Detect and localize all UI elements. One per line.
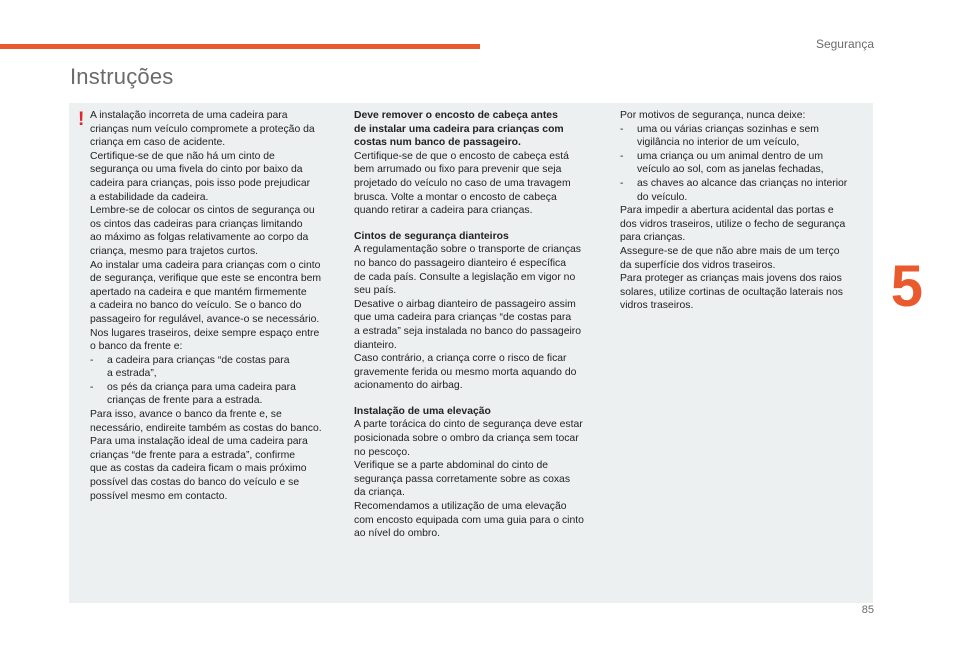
bullet-text: os pés da criança para uma cadeira para	[107, 381, 296, 393]
bullet-item	[620, 123, 870, 137]
headrest-heading: costas num banco de passageiro.	[354, 137, 521, 149]
text-line: ao máximo as folgas relativamente ao corpo da	[90, 232, 309, 244]
text-line: Desative o airbag dianteiro de passageiro assim	[354, 298, 576, 310]
bullet-text: a cadeira para crianças “de costas para	[107, 354, 290, 366]
bullet-item	[620, 177, 870, 191]
column-child-seat-installation	[90, 109, 340, 503]
text-line: Lembre-se de colocar os cintos de segurança ou	[90, 205, 315, 217]
text-line: projetado do veículo no caso de uma travagem	[354, 177, 571, 189]
bullet-dash: -	[90, 354, 94, 366]
text-line: Para proteger as crianças mais jovens dos raios	[620, 273, 842, 285]
bullet-text: uma ou várias crianças sozinhas e sem	[637, 123, 819, 135]
text-line: a cadeira no banco do veículo. Se o banco do	[90, 300, 302, 312]
text-line: apertado na cadeira e que mantém firmemente	[90, 286, 307, 298]
text-line: Para impedir a abertura acidental das portas e	[620, 205, 834, 217]
text-line: dos vidros traseiros, utilize o fecho de segurança	[620, 218, 846, 230]
bullet-dash: -	[620, 123, 624, 135]
bullet-dash: -	[90, 381, 94, 393]
bullet-text: as chaves ao alcance das crianças no interior	[637, 177, 848, 189]
header-accent-bar	[0, 44, 480, 49]
text-line: solares, utilize cortinas de ocultação laterais nos	[620, 286, 843, 298]
text-line: acionamento do airbag.	[354, 380, 463, 392]
headrest-heading: Deve remover o encosto de cabeça antes	[354, 110, 558, 121]
column-safety-reminders	[620, 109, 870, 313]
text-line: para crianças.	[620, 232, 686, 244]
bullet-continuation: do veículo.	[637, 191, 688, 203]
text-line: que uma cadeira para crianças “de costas para	[354, 312, 572, 324]
text-line: brusca. Volte a montar o encosto de cabeça	[354, 191, 557, 203]
bullet-text: uma criança ou um animal dentro de um	[637, 150, 823, 162]
warning-icon: !	[78, 109, 85, 130]
text-line: ao nível do ombro.	[354, 528, 441, 540]
text-line: dianteiro.	[354, 339, 397, 351]
text-line: necessário, endireite também as costas do banco.	[90, 422, 322, 434]
text-line: da superfície dos vidros traseiros.	[620, 259, 776, 271]
text-line: Para isso, avance o banco da frente e, se	[90, 409, 282, 421]
spacer	[354, 218, 604, 230]
text-line: Certifique-se de que o encosto de cabeça está	[354, 150, 569, 162]
front-belts-heading: Cintos de segurança dianteiros	[354, 230, 509, 242]
text-line: crianças num veículo compromete a proteção da	[90, 123, 315, 135]
bullet-dash: -	[620, 177, 624, 189]
text-line: segurança passa corretamente sobre as coxas	[354, 473, 571, 485]
text-line: Certifique-se de que não há um cinto de	[90, 150, 275, 162]
text-line: gravemente ferida ou mesmo morta aquando do	[354, 366, 577, 378]
text-line: no pescoço.	[354, 446, 411, 458]
text-line: Verifique se a parte abdominal do cinto de	[354, 460, 549, 472]
text-line: no banco do passageiro dianteiro é específica	[354, 257, 566, 269]
text-line: criança em caso de acidente.	[90, 137, 226, 149]
text-line: de cada país. Consulte a legislação em vigor no	[354, 271, 576, 283]
bullet-continuation: a estrada”,	[107, 368, 157, 380]
section-name: Segurança	[815, 37, 874, 51]
text-line: A regulamentação sobre o transporte de crianças	[354, 244, 581, 256]
bullet-continuation: veículo ao sol, com as janelas fechadas,	[637, 164, 824, 176]
text-line: vidros traseiros.	[620, 300, 694, 312]
page-title: Instruções	[70, 64, 174, 89]
headrest-heading: de instalar uma cadeira para crianças com	[354, 123, 564, 135]
spacer	[354, 393, 604, 405]
bullet-continuation: vigilância no interior de um veículo,	[637, 137, 800, 149]
text-line: Nos lugares traseiros, deixe sempre espaço entre	[90, 327, 320, 339]
text-line: Para uma instalação ideal de uma cadeira para	[90, 436, 308, 448]
text-line: os cintos das cadeiras para crianças limitando	[90, 218, 303, 230]
text-line: crianças “de frente para a estrada”, confirme	[90, 449, 296, 461]
booster-heading: Instalação de uma elevação	[354, 405, 491, 417]
col1-paragraph	[90, 109, 340, 503]
text-line: a estabilidade da cadeira.	[90, 191, 209, 203]
text-line: possível das costas do banco do veículo e se	[90, 477, 300, 489]
text-line: A instalação incorreta de uma cadeira para	[90, 110, 288, 121]
bullet-item	[90, 381, 340, 395]
text-line: posicionada sobre o ombro da criança sem tocar	[354, 433, 579, 445]
text-line: Recomendamos a utilização de uma elevação	[354, 501, 567, 513]
text-line: cadeira para crianças, pois isso pode prejudicar	[90, 177, 311, 189]
text-line: seu país.	[354, 285, 397, 297]
text-line: segurança ou uma fivela do cinto por baixo da	[90, 164, 303, 176]
text-line: possível mesmo em contacto.	[90, 490, 228, 502]
text-line: a estrada” seja instalada no banco do passageiro	[354, 325, 582, 337]
bullet-dash: -	[620, 150, 624, 162]
text-line: A parte torácica do cinto de segurança deve estar	[354, 419, 583, 431]
column-headrest-front-seats	[354, 109, 604, 541]
chapter-number: 5	[890, 254, 923, 319]
text-line: passageiro for regulável, avance-o se necessário.	[90, 313, 320, 325]
text-line: o banco da frente e:	[90, 341, 183, 353]
text-line: bem arrumado ou fixo para prevenir que seja	[354, 164, 562, 176]
text-line: da criança.	[354, 487, 405, 499]
text-line: Por motivos de segurança, nunca deixe:	[620, 110, 806, 121]
text-line: de segurança, verifique que este se encontra bem	[90, 273, 322, 285]
text-line: Caso contrário, a criança corre o risco de ficar	[354, 353, 567, 365]
text-line: com encosto equipada com uma guia para o cinto	[354, 514, 584, 526]
page-number: 85	[861, 604, 874, 616]
bullet-item	[620, 150, 870, 164]
text-line: criança, mesmo para trajetos curtos.	[90, 245, 259, 257]
text-line: que as costas da cadeira ficam o mais próximo	[90, 463, 307, 475]
text-line: Ao instalar uma cadeira para crianças com o cinto	[90, 259, 321, 271]
bullet-item	[90, 354, 340, 368]
text-line: Assegure-se de que não abre mais de um terço	[620, 245, 840, 257]
bullet-continuation: crianças de frente para a estrada.	[107, 395, 263, 407]
text-line: quando retirar a cadeira para crianças.	[354, 205, 533, 217]
